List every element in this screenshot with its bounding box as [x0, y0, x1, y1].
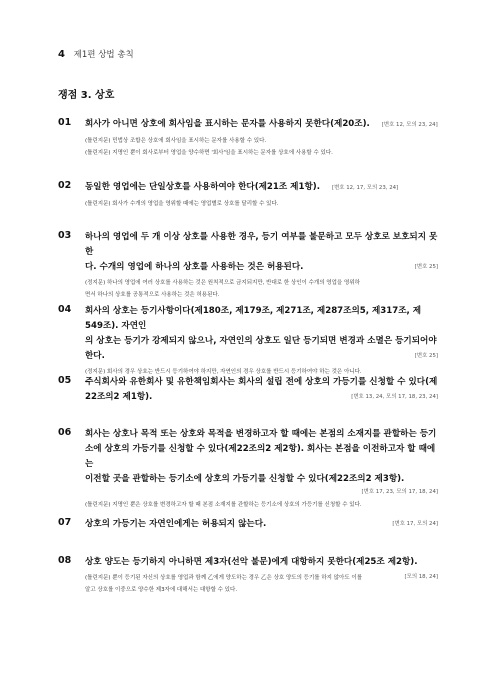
item-number: 06 [58, 427, 72, 438]
item-number: 02 [58, 180, 72, 191]
item-number: 05 [58, 375, 72, 386]
answer-note: (정지문) 회사의 경우 상호는 반드시 등기하여야 하지만, 자연인의 경우 상호를 반드시 등기하여야 하는 것은 아니다. [85, 369, 362, 375]
answer-note: (틀린지문) 지명인 뿐이 회사로부터 영업을 양수하면 '회사'임을 표시하는 문자를 상호에 사용할 수 있다. [85, 150, 333, 156]
exam-reference: [모의 18, 24] [404, 574, 438, 580]
chapter-title: 제1편 상법 총칙 [73, 50, 134, 60]
statement-line: 22조의2 제1항). [85, 392, 153, 402]
statement [85, 427, 438, 487]
item-number: 03 [58, 230, 72, 241]
exam-reference: [변호 17, 모의 24] [392, 521, 438, 527]
page-header [58, 48, 134, 60]
statement-line: 다. 수개의 영업에 하나의 상호를 사용하는 것은 허용된다. [85, 262, 304, 272]
statement [85, 517, 438, 532]
answer-note: 면서 하나의 상호를 공통적으로 사용하는 것은 허용된다. [85, 292, 220, 298]
page-number: 4 [58, 49, 65, 60]
statement-line: 회사가 아니면 상호에 회사임을 표시하는 문자를 사용하지 못한다(제20조). [85, 119, 370, 129]
statement-line: 회사의 상호는 등기사항이다(제180조, 제179조, 제271조, 제287조의5, 제317조, 제549조). 자연인 [85, 306, 422, 331]
answer-note: (틀린지문) 뿐이 등기된 자신의 상호를 영업과 함께 乙에게 양도하는 경우 乙은 상호 양도의 등기를 하지 않아도 이를 [85, 575, 363, 581]
statement [85, 117, 438, 133]
exam-reference: [변호 17, 23, 모의 17, 18, 24] [361, 489, 438, 495]
answer-note: 알고 상호를 이중으로 양수한 제3자에 대해서는 대항할 수 있다. [85, 587, 238, 593]
statement [85, 180, 438, 196]
item-03 [58, 230, 438, 301]
statement-line: 하나의 영업에 두 개 이상 상호를 사용한 경우, 등기 여부를 불문하고 모두 상호로 보호되지 못한 [85, 232, 438, 257]
statement-line: 소에 상호의 가등기를 신청할 수 있다(제22조의2 제2항). 회사는 본점을 이전하고자 할 때에는 [85, 444, 436, 469]
answer-note: (틀린지문) 회사가 수개의 영업을 영위할 때에는 영업별로 상호를 달리할 수 있다. [85, 201, 279, 207]
item-05 [58, 375, 438, 405]
item-01 [58, 117, 438, 159]
statement-line: 주식회사와 유한회사 및 유한책임회사는 회사의 설립 전에 상호의 가등기를 신청할 수 있다(제 [85, 377, 438, 387]
exam-reference: [변호 25] [414, 353, 438, 359]
statement-line: 상호 양도는 등기하지 아니하면 제3자(선악 불문)에게 대항하지 못한다(제25조 제2항). [85, 557, 418, 567]
item-number: 07 [58, 517, 72, 528]
item-04 [58, 304, 438, 378]
item-number: 04 [58, 304, 72, 315]
answer-note: (틀린지문) 지명인 뿐은 상호를 변경하고자 할 때 본점 소재지를 관할하는 등기소에 상호의 가등기를 신청할 수 있다. [85, 502, 362, 508]
item-06 [58, 427, 438, 511]
statement [85, 304, 438, 364]
item-08 [58, 555, 438, 596]
exam-reference: [변호 12, 모의 23, 24] [381, 122, 438, 128]
exam-reference: [변호 25] [414, 264, 438, 270]
statement-line: 상호의 가등기는 자연인에게는 허용되지 않는다. [85, 519, 267, 529]
statement [85, 230, 438, 275]
statement-line: 동일한 영업에는 단일상호를 사용하여야 한다(제21조 제1항). [85, 182, 320, 192]
statement-line: 이전할 곳을 관할하는 등기소에 상호의 가등기를 신청할 수 있다(제22조의2 제3항). [85, 474, 405, 484]
answer-note: (틀린지문) 민법상 조합은 상호에 회사임을 표시하는 문자를 사용할 수 있다. [85, 138, 267, 144]
answer-note: (정지문) 하나의 영업에 여러 상호를 사용하는 것은 원칙적으로 금지되지만, 반대로 한 상인이 수개의 영업을 영위하 [85, 280, 360, 286]
item-07 [58, 517, 438, 532]
statement [85, 375, 438, 405]
exam-reference: [변호 12, 17, 모의 23, 24] [331, 185, 399, 191]
item-number: 08 [58, 555, 72, 566]
statement-line: 의 상호는 등기가 강제되지 않으나, 자연인의 상호도 일단 등기되면 변경과 소멸은 등기되어야 [85, 336, 437, 346]
statement-line: 한다. [85, 351, 105, 361]
item-number: 01 [58, 117, 72, 128]
exam-reference: [변호 13, 24, 모의 17, 18, 23, 24] [351, 394, 438, 400]
statement-line: 회사는 상호나 목적 또는 상호와 목적을 변경하고자 할 때에는 본점의 소재지를 관할하는 등기 [85, 429, 437, 439]
section-title: 쟁점 3. 상호 [58, 90, 115, 101]
item-02 [58, 180, 438, 210]
